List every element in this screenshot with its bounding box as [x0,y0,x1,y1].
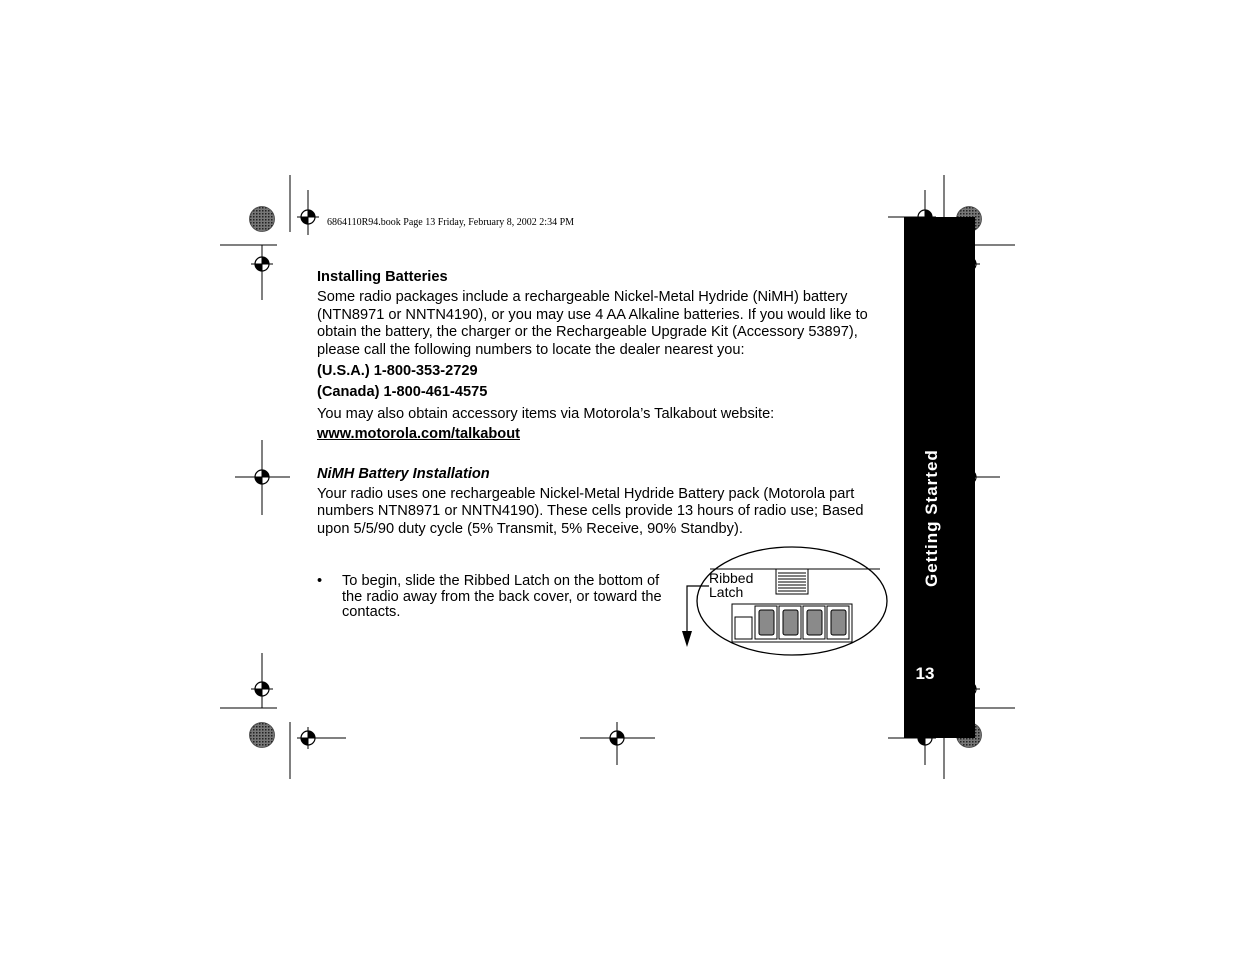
section-intro: Some radio packages include a rechargeable Nickel-Metal Hydride (NiMH) battery (NTN8971 or NNTN4190), or you may use 4 AA Alkaline batteries. If you would like to obtain the battery, the charger or the Rechargeable Upgrade Kit (Accessory 53897), please call the following numbers to locate the dealer nearest you: [317,289,868,358]
subsection-title: NiMH Battery Installation [317,465,490,482]
book-info-header: 6864110R94.book Page 13 Friday, February 8, 2002 2:34 PM [327,217,575,228]
page-number: 13 [915,664,935,683]
subsection-body: Your radio uses one rechargeable Nickel-Metal Hydride Battery pack (Motorola part numbers NTN8971 or NNTN4190). These cells provide 13 hours of radio use; Based upon 5/5/90 duty cycle (5% Transmit, 5% Receive, 90% Standby). [317,486,864,537]
section-title: Installing Batteries [317,269,448,285]
website-text: You may also obtain accessory items via Motorola’s Talkabout website: [317,405,775,422]
ribbed-latch-figure [680,546,892,663]
website-link[interactable]: www.motorola.com/talkabout [317,426,520,443]
step-list-item [317,574,667,621]
bullet-marker: • [317,573,323,589]
chapter-side-tab [904,217,975,738]
chapter-title: Getting Started [922,449,941,587]
ribbed-latch-icon [776,569,808,594]
radio-bottom-illustration [680,546,892,658]
figure-label-latch: Latch [709,584,744,600]
figure-label-ribbed: Ribbed [709,570,754,586]
step-text: To begin, slide the Ribbed Latch on the bottom of the radio away from the back cover, or toward the contacts. [342,573,662,620]
phone-usa: (U.S.A.) 1-800-353-2729 [317,363,478,380]
phone-canada: (Canada) 1-800-461-4575 [317,384,488,401]
main-content [317,269,892,538]
